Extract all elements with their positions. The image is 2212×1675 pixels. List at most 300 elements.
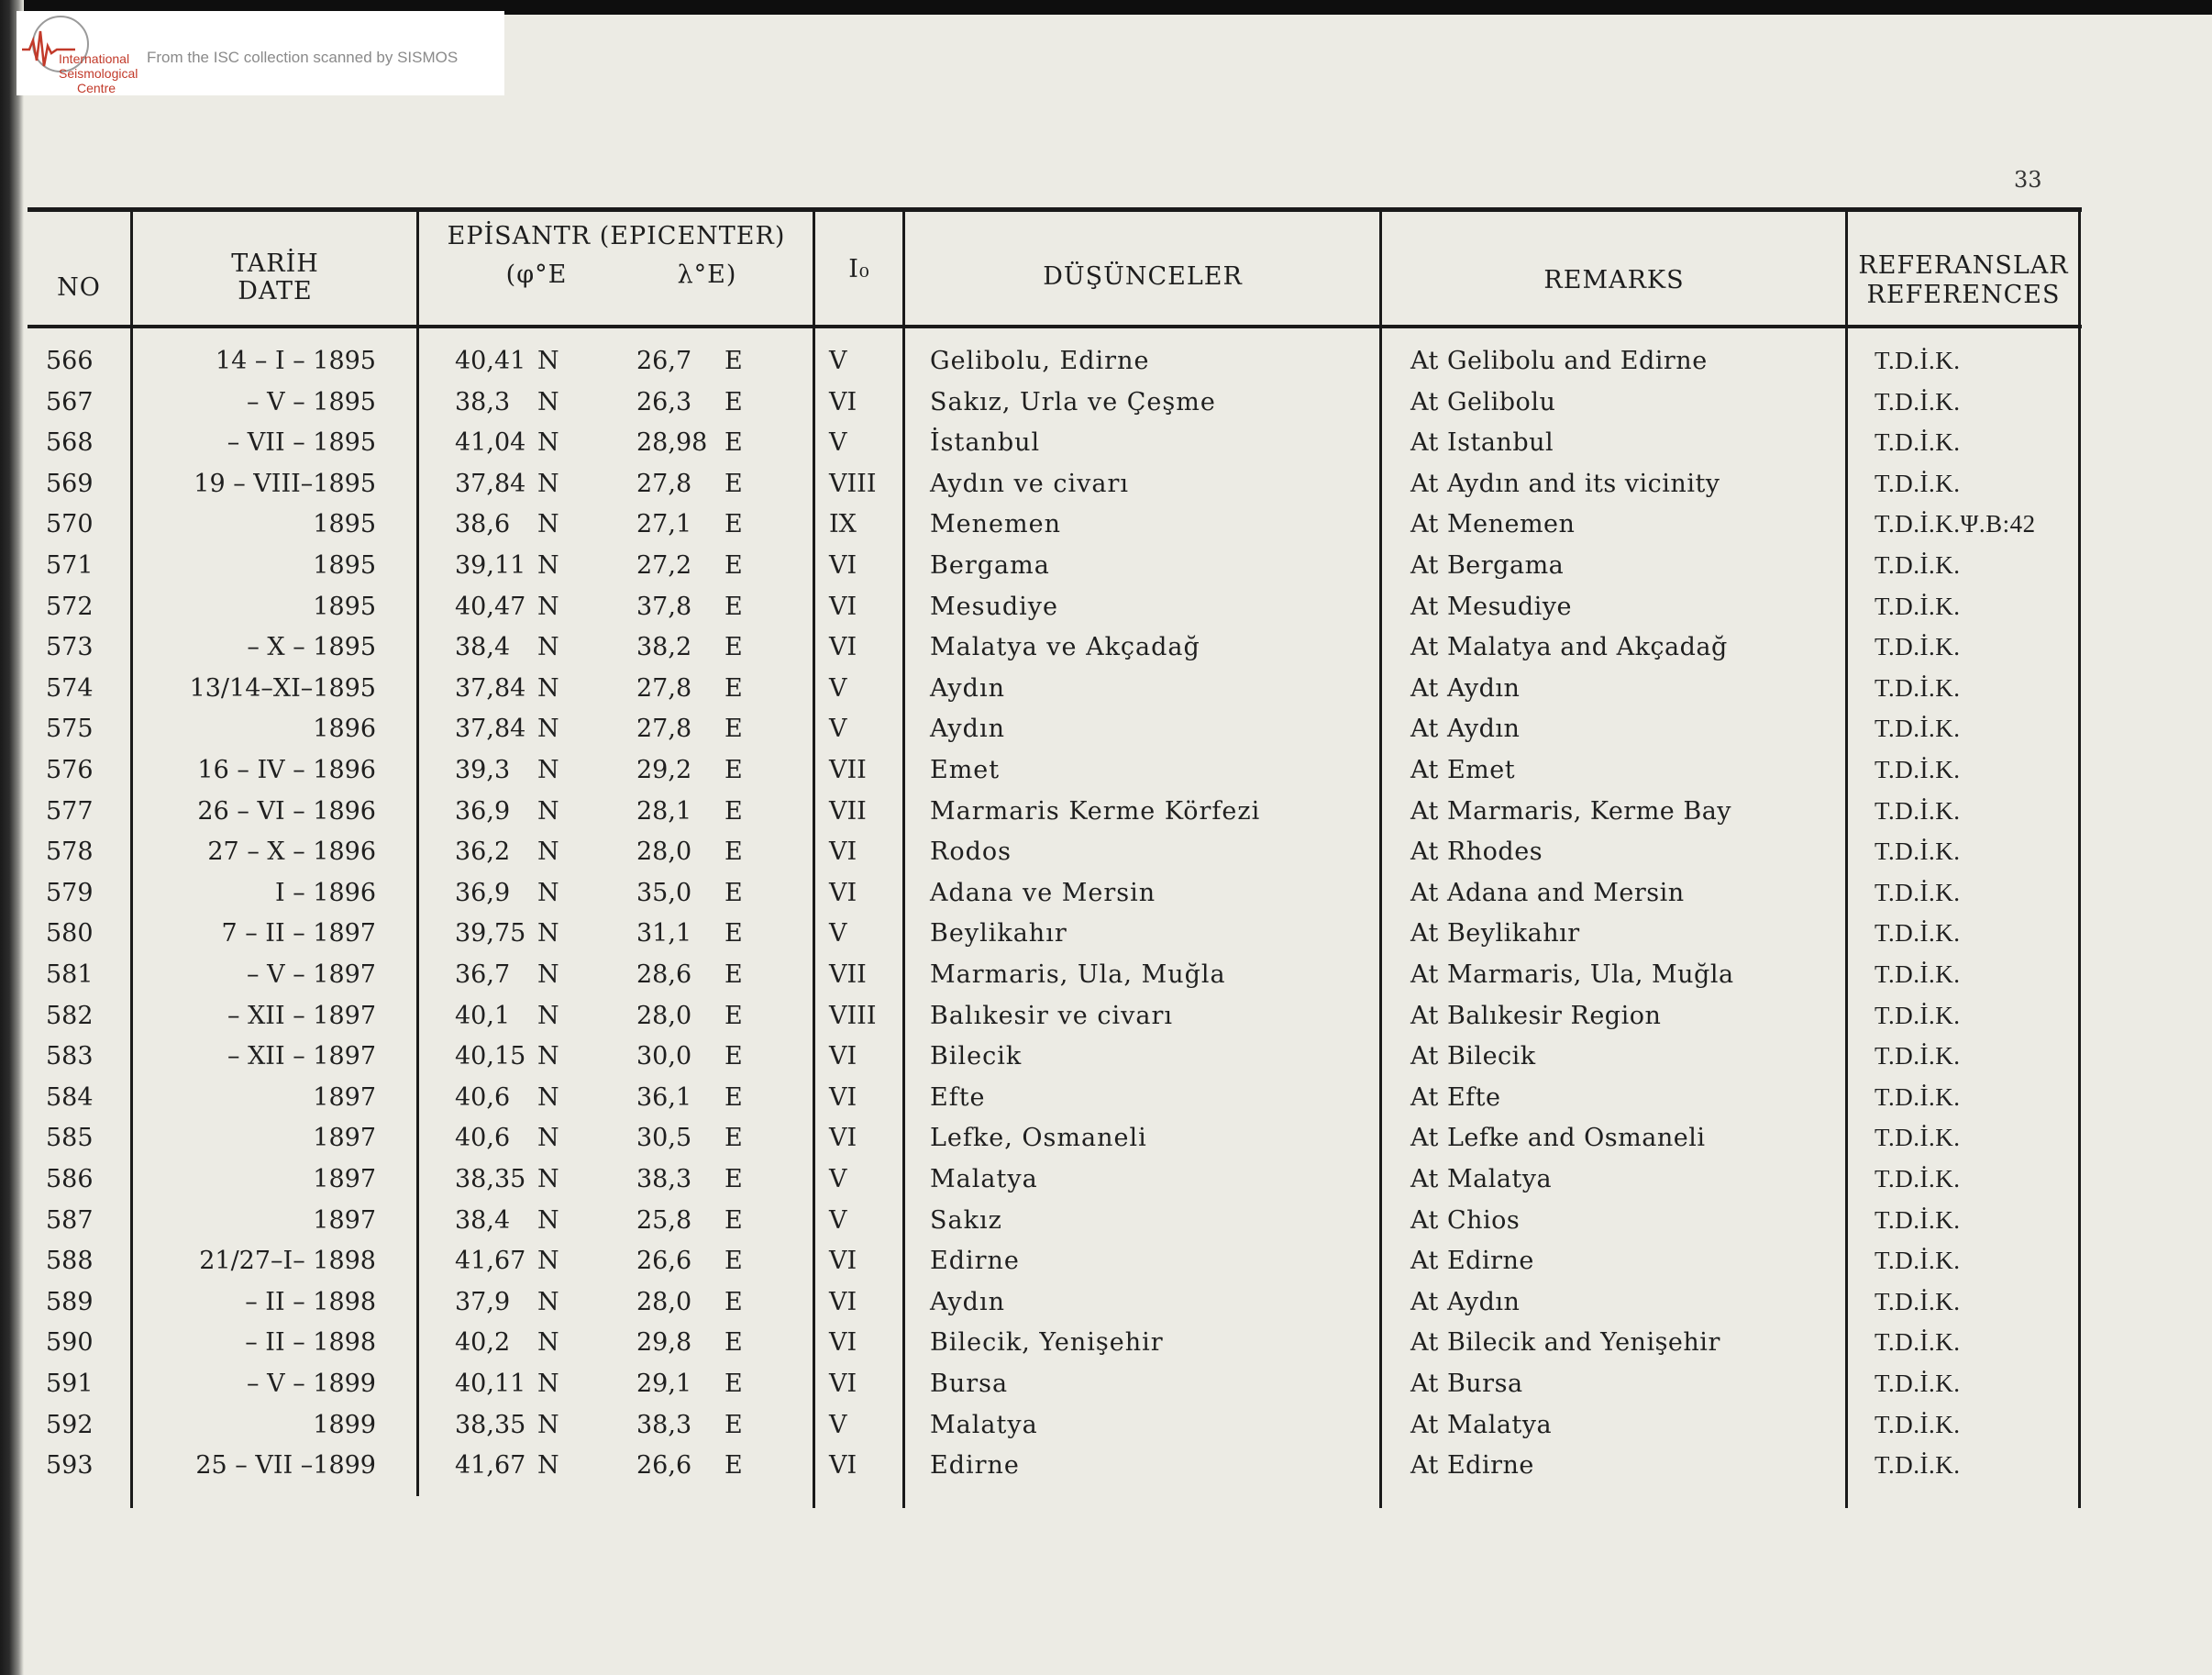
row-longitude-direction: E — [724, 1328, 743, 1358]
header-latitude: (φ°E — [505, 261, 568, 289]
row-intensity: VI — [829, 1328, 857, 1358]
row-remarks: At Bursa — [1410, 1370, 1523, 1398]
row-intensity: VI — [829, 387, 857, 416]
row-longitude: 28,6 — [636, 960, 692, 989]
row-longitude: 28,98 — [636, 428, 708, 458]
row-remarks: At Aydın — [1410, 673, 1521, 703]
row-date: 1897 — [313, 1082, 376, 1112]
table-row — [28, 919, 2082, 956]
row-reference: T.D.İ.K. — [1875, 1082, 1961, 1111]
table-row — [28, 633, 2082, 670]
row-intensity: V — [829, 715, 847, 744]
row-remarks: At Beylikahır — [1410, 919, 1580, 948]
row-description: Bilecik — [930, 1042, 1023, 1071]
row-reference: T.D.İ.K. — [1875, 633, 1961, 661]
row-latitude: 40,1 — [455, 1001, 511, 1030]
row-remarks: At Chios — [1410, 1205, 1521, 1235]
header-bottom-rule — [28, 325, 2082, 328]
row-intensity: VI — [829, 551, 857, 580]
row-number: 591 — [46, 1370, 94, 1398]
row-longitude-direction: E — [724, 919, 743, 948]
table-row — [28, 756, 2082, 793]
row-longitude-direction: E — [724, 551, 743, 580]
table-row — [28, 593, 2082, 629]
table-row — [28, 1451, 2082, 1488]
row-longitude: 30,0 — [636, 1042, 692, 1071]
row-description: Bursa — [930, 1370, 1009, 1398]
row-date: 1895 — [313, 592, 376, 621]
row-longitude: 29,8 — [636, 1328, 692, 1358]
row-description: Sakız — [930, 1205, 1002, 1235]
row-longitude-direction: E — [724, 347, 743, 375]
table-row — [28, 879, 2082, 915]
row-number: 589 — [46, 1287, 94, 1316]
row-latitude: 39,11 — [455, 551, 526, 580]
row-number: 573 — [46, 633, 94, 662]
row-reference: T.D.İ.K. — [1875, 347, 1961, 374]
table-row — [28, 1124, 2082, 1160]
table-row — [28, 797, 2082, 834]
row-longitude-direction: E — [724, 1042, 743, 1071]
row-intensity: VI — [829, 633, 857, 662]
row-remarks: At Aydın — [1410, 715, 1521, 744]
row-description: Gelibolu, Edirne — [930, 347, 1150, 375]
row-latitude: 37,84 — [455, 715, 526, 744]
row-latitude: 36,7 — [455, 960, 511, 989]
table-row — [28, 551, 2082, 588]
row-longitude: 30,5 — [636, 1124, 692, 1153]
row-date: 1899 — [313, 1410, 376, 1439]
row-latitude: 36,9 — [455, 878, 511, 907]
row-longitude: 29,2 — [636, 756, 692, 784]
row-latitude: 36,2 — [455, 838, 511, 867]
row-latitude-direction: N — [537, 1042, 559, 1071]
row-reference: T.D.İ.K. — [1875, 1370, 1961, 1397]
row-latitude: 39,3 — [455, 756, 511, 784]
row-latitude-direction: N — [537, 347, 559, 375]
row-date: – XII – 1897 — [227, 1042, 376, 1071]
row-reference: T.D.İ.K. — [1875, 428, 1961, 457]
row-reference: T.D.İ.K. — [1875, 838, 1961, 866]
row-reference: T.D.İ.K. — [1875, 878, 1961, 906]
row-latitude-direction: N — [537, 592, 559, 621]
table-row — [28, 960, 2082, 997]
row-intensity: V — [829, 428, 847, 458]
row-latitude-direction: N — [537, 796, 559, 826]
row-number: 576 — [46, 756, 94, 784]
row-date: 1897 — [313, 1124, 376, 1153]
row-remarks: At Efte — [1410, 1082, 1501, 1112]
row-number: 575 — [46, 715, 94, 744]
row-longitude-direction: E — [724, 1165, 743, 1193]
row-date: 27 – X – 1896 — [207, 838, 376, 867]
row-longitude: 28,0 — [636, 838, 692, 867]
header-references-en: REFERENCES — [1866, 281, 2061, 309]
table-row — [28, 838, 2082, 874]
row-number: 588 — [46, 1247, 94, 1276]
row-number: 587 — [46, 1205, 94, 1235]
row-date: 1897 — [313, 1205, 376, 1235]
logo-line-1: International — [59, 51, 130, 66]
scan-attribution: From the ISC collection scanned by SISMOS — [147, 49, 459, 66]
header-remarks: REMARKS — [1543, 266, 1685, 294]
row-description: Sakız, Urla ve Çeşme — [930, 387, 1216, 416]
row-latitude-direction: N — [537, 469, 559, 498]
row-latitude: 38,35 — [455, 1410, 526, 1439]
row-remarks: At Gelibolu — [1410, 387, 1556, 416]
table-row — [28, 1328, 2082, 1365]
row-latitude: 37,84 — [455, 673, 526, 703]
row-longitude-direction: E — [724, 1205, 743, 1235]
row-intensity: IX — [829, 510, 857, 539]
header-description: DÜŞÜNCELER — [1043, 262, 1243, 291]
row-date: 1895 — [313, 551, 376, 580]
row-description: Bilecik, Yenişehir — [930, 1328, 1164, 1358]
row-intensity: VI — [829, 1124, 857, 1153]
row-latitude: 40,2 — [455, 1328, 511, 1358]
row-latitude-direction: N — [537, 673, 559, 703]
row-number: 577 — [46, 796, 94, 826]
row-remarks: At Bilecik and Yenişehir — [1410, 1328, 1720, 1358]
row-number: 590 — [46, 1328, 94, 1358]
row-intensity: VII — [829, 756, 867, 784]
row-reference: T.D.İ.K.Ψ.B:42 — [1875, 510, 2036, 538]
row-latitude: 41,67 — [455, 1451, 526, 1481]
row-longitude: 27,2 — [636, 551, 692, 580]
table-row — [28, 1083, 2082, 1120]
row-description: Edirne — [930, 1451, 1020, 1481]
row-reference: T.D.İ.K. — [1875, 1410, 1961, 1438]
row-longitude: 37,8 — [636, 592, 692, 621]
row-longitude: 35,0 — [636, 878, 692, 907]
row-latitude-direction: N — [537, 1287, 559, 1316]
row-reference: T.D.İ.K. — [1875, 1328, 1961, 1357]
row-latitude-direction: N — [537, 387, 559, 416]
row-description: Aydın ve civarı — [930, 469, 1130, 498]
row-remarks: At Marmaris, Ula, Muğla — [1410, 960, 1734, 989]
row-remarks: At Rhodes — [1410, 838, 1543, 867]
header-epicenter: EPİSANTR (EPICENTER) — [447, 222, 786, 250]
row-intensity: VIII — [829, 1001, 877, 1030]
row-reference: T.D.İ.K. — [1875, 551, 1961, 579]
row-reference: T.D.İ.K. — [1875, 1205, 1961, 1234]
row-reference: T.D.İ.K. — [1875, 960, 1961, 988]
row-longitude-direction: E — [724, 428, 743, 458]
row-description: Aydın — [930, 673, 1005, 703]
row-longitude: 38,2 — [636, 633, 692, 662]
row-number: 570 — [46, 510, 94, 539]
row-longitude: 36,1 — [636, 1082, 692, 1112]
row-description: Aydın — [930, 715, 1005, 744]
row-longitude: 28,0 — [636, 1001, 692, 1030]
table-row — [28, 674, 2082, 711]
row-latitude: 39,75 — [455, 919, 526, 948]
row-latitude: 40,41 — [455, 347, 526, 375]
isc-logo — [20, 13, 138, 95]
table-row — [28, 510, 2082, 547]
row-longitude: 29,1 — [636, 1370, 692, 1398]
row-latitude-direction: N — [537, 838, 559, 867]
row-latitude-direction: N — [537, 715, 559, 744]
row-remarks: At Emet — [1410, 756, 1516, 784]
row-intensity: VI — [829, 838, 857, 867]
page-number: 33 — [2014, 167, 2042, 193]
row-number: 572 — [46, 592, 94, 621]
row-latitude: 40,11 — [455, 1370, 526, 1398]
earthquake-catalog-table — [28, 207, 2082, 1508]
row-latitude-direction: N — [537, 1124, 559, 1153]
row-description: Lefke, Osmaneli — [930, 1124, 1147, 1153]
row-description: Emet — [930, 756, 1001, 784]
row-latitude-direction: N — [537, 428, 559, 458]
row-intensity: VI — [829, 1287, 857, 1316]
row-intensity: VIII — [829, 469, 877, 498]
row-longitude: 28,0 — [636, 1287, 692, 1316]
row-date: 19 – VIII–1895 — [194, 469, 376, 498]
row-latitude: 36,9 — [455, 796, 511, 826]
row-latitude: 40,6 — [455, 1082, 511, 1112]
row-intensity: VI — [829, 1370, 857, 1398]
row-reference: T.D.İ.K. — [1875, 469, 1961, 497]
row-latitude: 41,04 — [455, 428, 526, 458]
row-latitude-direction: N — [537, 1328, 559, 1358]
header-longitude: λ°E) — [677, 261, 737, 289]
row-latitude-direction: N — [537, 1410, 559, 1439]
page-binding-shadow — [0, 0, 24, 1675]
row-date: 14 – I – 1895 — [215, 347, 376, 375]
row-description: Rodos — [930, 838, 1012, 867]
row-reference: T.D.İ.K. — [1875, 1287, 1961, 1315]
logo-line-3: Centre — [77, 81, 116, 95]
row-longitude-direction: E — [724, 1124, 743, 1153]
row-latitude-direction: N — [537, 633, 559, 662]
row-reference: T.D.İ.K. — [1875, 1165, 1961, 1192]
header-date-en: DATE — [238, 277, 313, 305]
row-number: 582 — [46, 1001, 94, 1030]
row-latitude: 38,3 — [455, 387, 511, 416]
row-intensity: V — [829, 347, 847, 375]
row-description: Efte — [930, 1082, 986, 1112]
row-intensity: VI — [829, 1451, 857, 1481]
row-longitude-direction: E — [724, 796, 743, 826]
row-reference: T.D.İ.K. — [1875, 919, 1961, 948]
row-longitude-direction: E — [724, 1247, 743, 1276]
row-latitude-direction: N — [537, 1082, 559, 1112]
row-intensity: V — [829, 673, 847, 703]
table-row — [28, 1411, 2082, 1448]
row-remarks: At Aydın — [1410, 1287, 1521, 1316]
row-description: Adana ve Mersin — [930, 878, 1156, 907]
row-longitude-direction: E — [724, 673, 743, 703]
row-number: 571 — [46, 551, 94, 580]
row-description: Balıkesir ve civarı — [930, 1001, 1173, 1030]
row-date: 21/27–I– 1898 — [199, 1247, 376, 1276]
row-latitude-direction: N — [537, 1370, 559, 1398]
row-description: Malatya — [930, 1410, 1038, 1439]
row-description: İstanbul — [930, 428, 1041, 458]
row-latitude: 38,35 — [455, 1165, 526, 1193]
table-row — [28, 428, 2082, 465]
table-row — [28, 1288, 2082, 1325]
row-longitude: 27,8 — [636, 715, 692, 744]
row-longitude-direction: E — [724, 960, 743, 989]
row-latitude: 40,15 — [455, 1042, 526, 1071]
row-remarks: At Mesudiye — [1410, 592, 1572, 621]
row-number: 593 — [46, 1451, 94, 1481]
row-longitude: 26,6 — [636, 1247, 692, 1276]
row-longitude-direction: E — [724, 1370, 743, 1398]
header-references-tr: REFERANSLAR — [1858, 251, 2069, 280]
row-date: 13/14–XI–1895 — [189, 673, 376, 703]
row-longitude: 26,3 — [636, 387, 692, 416]
row-description: Mesudiye — [930, 592, 1059, 621]
row-latitude-direction: N — [537, 878, 559, 907]
row-intensity: V — [829, 919, 847, 948]
table-row — [28, 1370, 2082, 1406]
row-number: 579 — [46, 878, 94, 907]
row-longitude: 27,8 — [636, 469, 692, 498]
row-remarks: At Malatya — [1410, 1165, 1553, 1193]
row-latitude-direction: N — [537, 960, 559, 989]
logo-line-2: Seismological — [59, 66, 138, 81]
row-longitude-direction: E — [724, 756, 743, 784]
row-number: 566 — [46, 347, 94, 375]
row-latitude-direction: N — [537, 1205, 559, 1235]
row-reference: T.D.İ.K. — [1875, 1247, 1961, 1275]
row-date: – II – 1898 — [245, 1328, 376, 1358]
table-top-rule — [28, 207, 2082, 212]
row-reference: T.D.İ.K. — [1875, 756, 1961, 783]
row-latitude: 41,67 — [455, 1247, 526, 1276]
header-no: NO — [57, 273, 101, 302]
row-remarks: At Bilecik — [1410, 1042, 1536, 1071]
row-longitude: 38,3 — [636, 1410, 692, 1439]
row-description: Malatya ve Akçadağ — [930, 633, 1200, 662]
row-date: – VII – 1895 — [227, 428, 376, 458]
row-longitude: 31,1 — [636, 919, 692, 948]
row-latitude-direction: N — [537, 919, 559, 948]
row-intensity: VI — [829, 592, 857, 621]
row-longitude: 38,3 — [636, 1165, 692, 1193]
row-description: Marmaris, Ula, Muğla — [930, 960, 1226, 989]
row-intensity: VI — [829, 1042, 857, 1071]
row-longitude-direction: E — [724, 1082, 743, 1112]
row-intensity: VI — [829, 878, 857, 907]
row-remarks: At Aydın and its vicinity — [1410, 469, 1720, 498]
row-latitude: 40,6 — [455, 1124, 511, 1153]
row-date: – II – 1898 — [245, 1287, 376, 1316]
row-remarks: At Edirne — [1410, 1247, 1534, 1276]
row-reference: T.D.İ.K. — [1875, 715, 1961, 743]
row-number: 584 — [46, 1082, 94, 1112]
row-latitude-direction: N — [537, 1001, 559, 1030]
row-remarks: At Lefke and Osmaneli — [1410, 1124, 1706, 1153]
row-reference: T.D.İ.K. — [1875, 1451, 1961, 1480]
row-date: – V – 1897 — [247, 960, 376, 989]
row-latitude-direction: N — [537, 1247, 559, 1276]
row-latitude-direction: N — [537, 1451, 559, 1481]
row-remarks: At Menemen — [1410, 510, 1576, 539]
row-number: 592 — [46, 1410, 94, 1439]
header-date-tr: TARİH — [231, 250, 319, 278]
table-row — [28, 347, 2082, 383]
row-description: Marmaris Kerme Körfezi — [930, 796, 1261, 826]
row-reference: T.D.İ.K. — [1875, 1124, 1961, 1152]
row-longitude-direction: E — [724, 387, 743, 416]
row-description: Malatya — [930, 1165, 1038, 1193]
row-longitude-direction: E — [724, 715, 743, 744]
row-longitude-direction: E — [724, 1410, 743, 1439]
row-remarks: At Istanbul — [1410, 428, 1554, 458]
row-description: Edirne — [930, 1247, 1020, 1276]
row-date: 25 – VII –1899 — [195, 1451, 376, 1481]
row-longitude-direction: E — [724, 1287, 743, 1316]
row-intensity: VI — [829, 1082, 857, 1112]
table-row — [28, 1002, 2082, 1038]
table-row — [28, 470, 2082, 506]
row-remarks: At Malatya and Akçadağ — [1410, 633, 1728, 662]
table-row — [28, 1206, 2082, 1243]
row-longitude-direction: E — [724, 838, 743, 867]
row-longitude: 28,1 — [636, 796, 692, 826]
table-row — [28, 1165, 2082, 1202]
row-date: 1897 — [313, 1165, 376, 1193]
row-reference: T.D.İ.K. — [1875, 1042, 1961, 1070]
row-longitude-direction: E — [724, 592, 743, 621]
row-latitude: 37,9 — [455, 1287, 511, 1316]
row-number: 569 — [46, 469, 94, 498]
row-remarks: At Balıkesir Region — [1410, 1001, 1662, 1030]
row-number: 578 — [46, 838, 94, 867]
table-row — [28, 715, 2082, 751]
row-number: 574 — [46, 673, 94, 703]
row-reference: T.D.İ.K. — [1875, 673, 1961, 702]
row-longitude: 27,1 — [636, 510, 692, 539]
row-date: 1895 — [313, 510, 376, 539]
row-intensity: VI — [829, 1247, 857, 1276]
row-latitude-direction: N — [537, 551, 559, 580]
row-date: – V – 1899 — [247, 1370, 376, 1398]
row-number: 583 — [46, 1042, 94, 1071]
row-intensity: V — [829, 1165, 847, 1193]
row-longitude-direction: E — [724, 510, 743, 539]
row-date: 1896 — [313, 715, 376, 744]
row-number: 586 — [46, 1165, 94, 1193]
row-date: 16 – IV – 1896 — [197, 756, 376, 784]
row-description: Beylikahır — [930, 919, 1067, 948]
table-row — [28, 1247, 2082, 1283]
row-number: 580 — [46, 919, 94, 948]
row-remarks: At Edirne — [1410, 1451, 1534, 1481]
row-intensity: V — [829, 1205, 847, 1235]
logo-text — [59, 51, 138, 95]
row-longitude: 26,6 — [636, 1451, 692, 1481]
row-reference: T.D.İ.K. — [1875, 592, 1961, 620]
row-longitude-direction: E — [724, 878, 743, 907]
row-longitude-direction: E — [724, 469, 743, 498]
row-latitude-direction: N — [537, 510, 559, 539]
row-date: – X – 1895 — [247, 633, 376, 662]
header-intensity: I₀ — [848, 255, 870, 283]
row-latitude: 37,84 — [455, 469, 526, 498]
row-longitude: 26,7 — [636, 347, 692, 375]
row-latitude: 38,4 — [455, 1205, 511, 1235]
table-row — [28, 1042, 2082, 1079]
row-remarks: At Bergama — [1410, 551, 1565, 580]
row-reference: T.D.İ.K. — [1875, 387, 1961, 416]
row-description: Menemen — [930, 510, 1061, 539]
row-longitude: 25,8 — [636, 1205, 692, 1235]
